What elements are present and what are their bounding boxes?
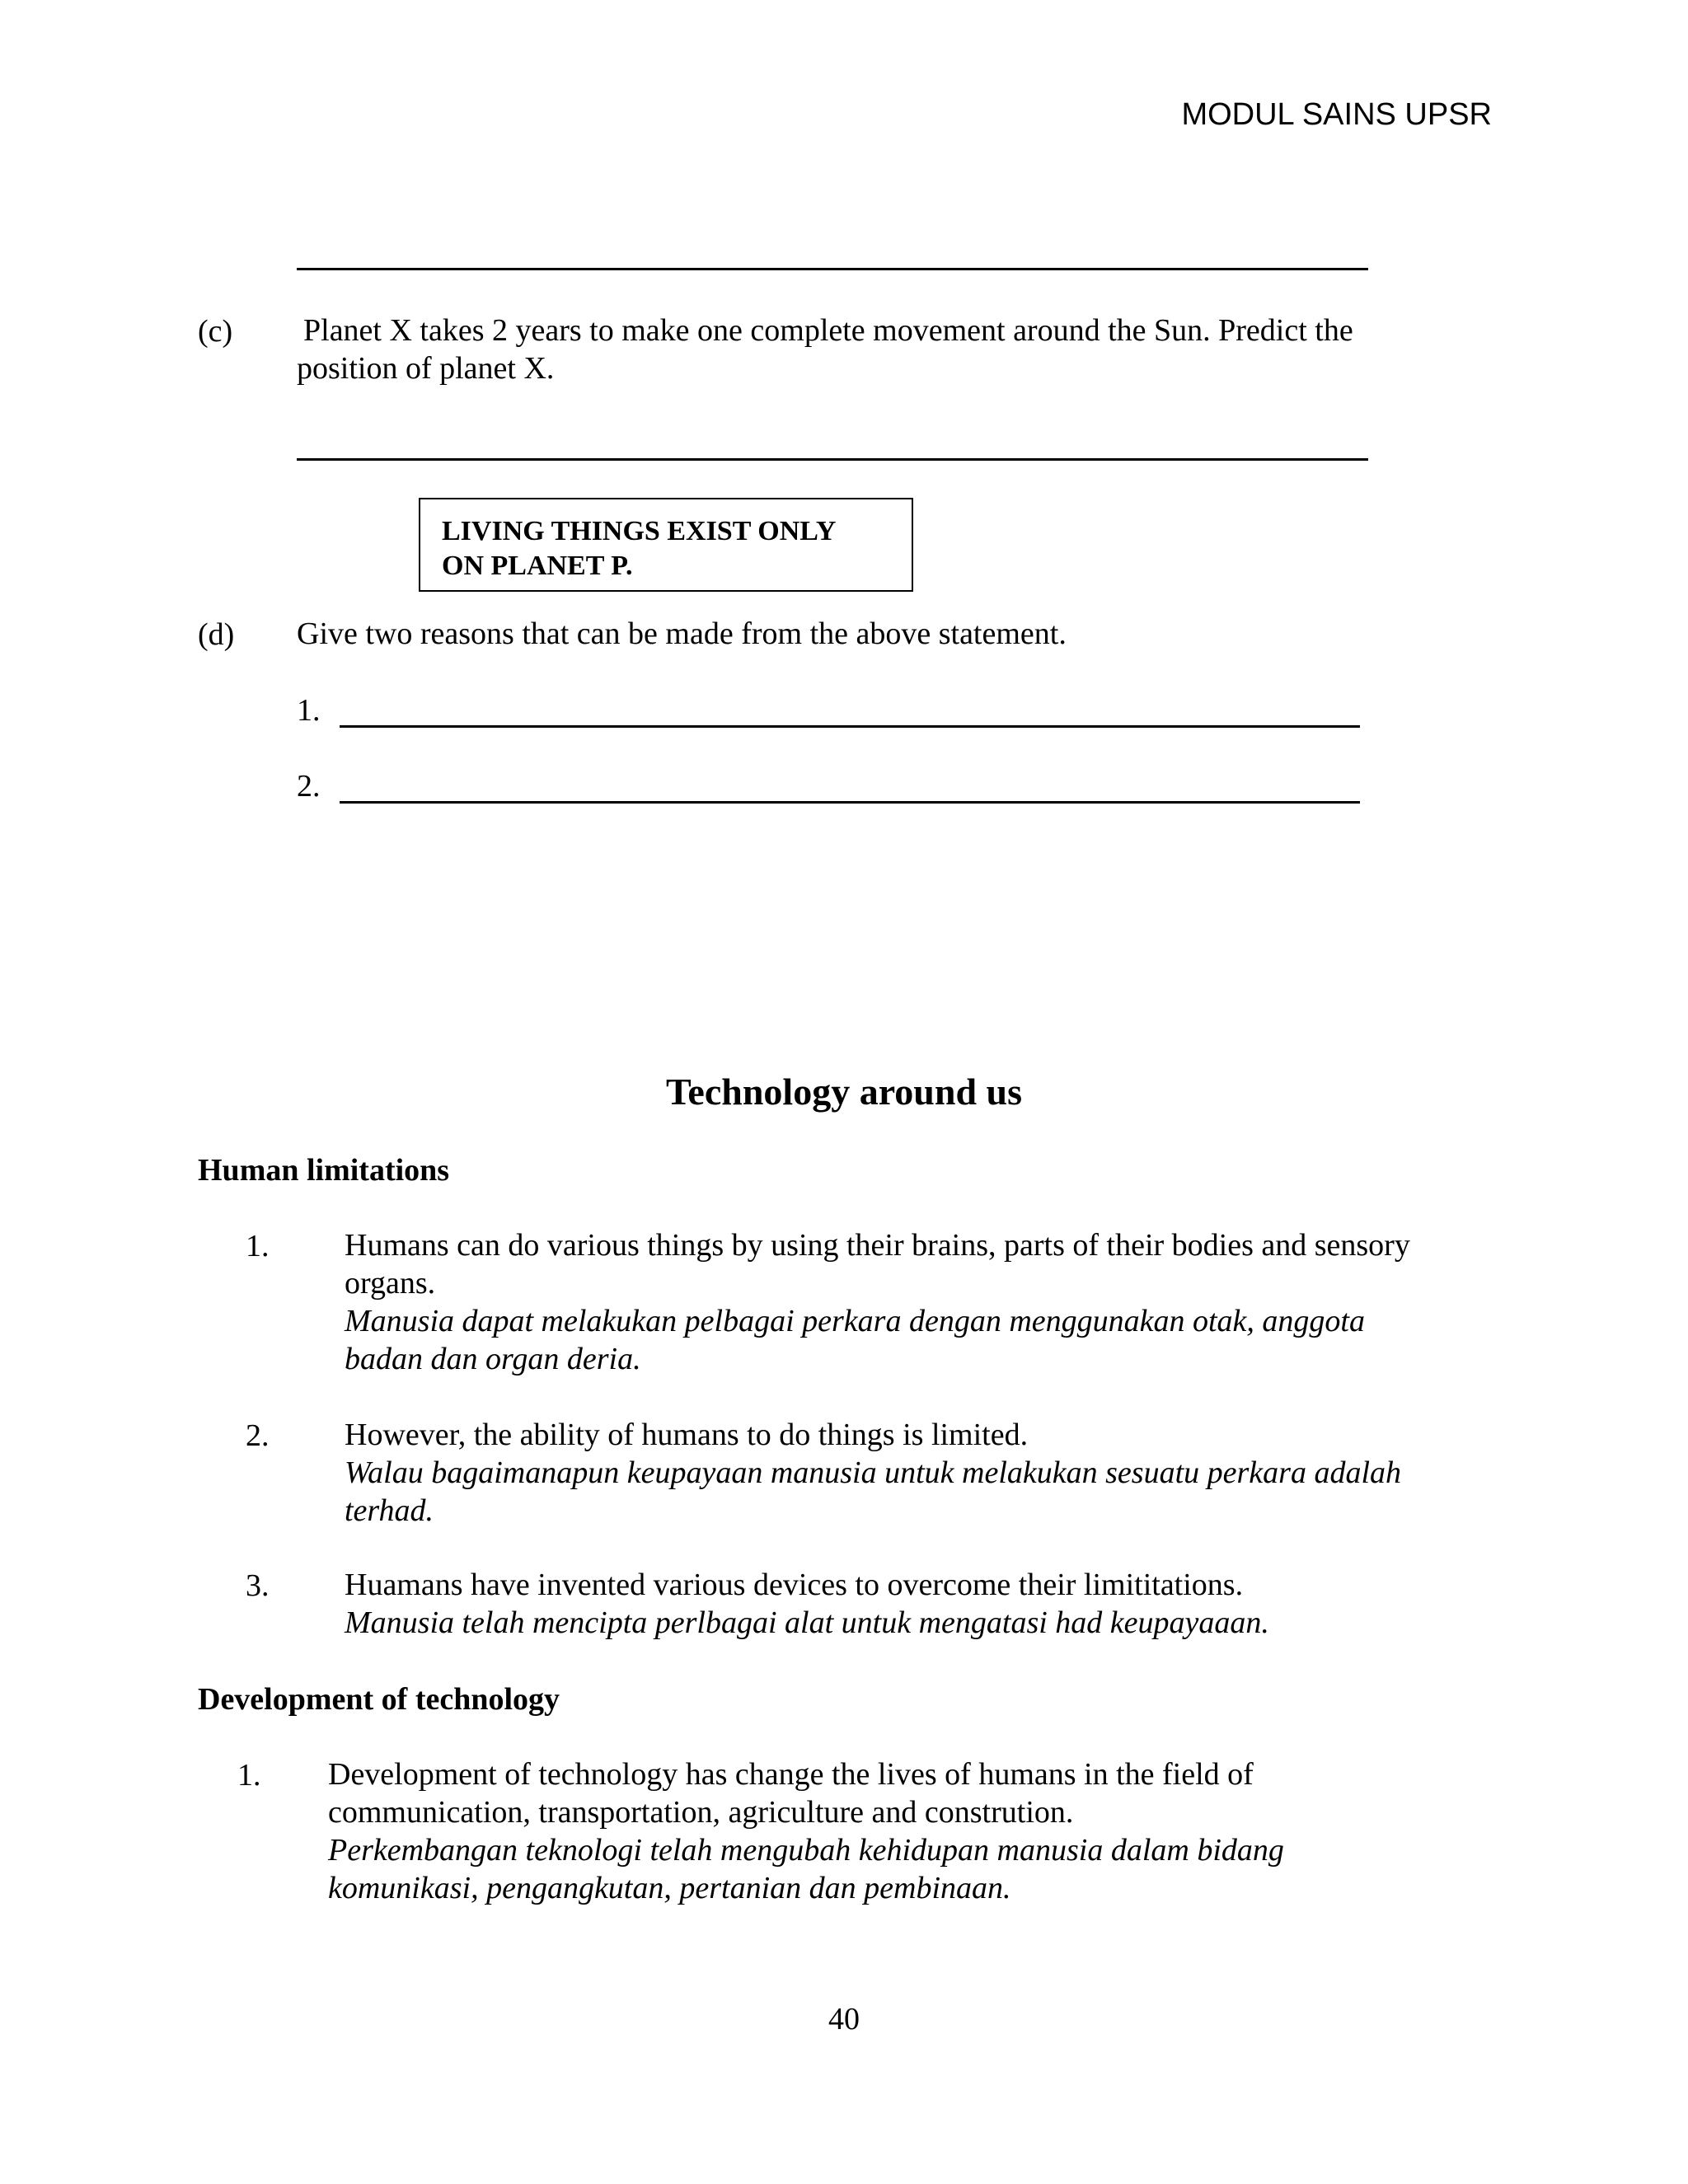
section-title: Technology around us xyxy=(665,1071,1023,1113)
question-c-text: Planet X takes 2 years to make one complete movement around the Sun. Predict the position of planet X. xyxy=(297,313,1353,386)
human-limitations-item-3-number: 3. xyxy=(246,1568,270,1603)
answer-line-c[interactable] xyxy=(297,458,1368,461)
human-limitations-item-1 xyxy=(345,1226,1490,1378)
page-number: 40 xyxy=(828,2002,860,2036)
human-limitations-item-3 xyxy=(345,1566,1490,1642)
development-item-1-malay: Perkembangan teknologi telah mengubah kehidupan manusia dalam bidang komunikasi, pengangkutan, pertanian dan pembinaan. xyxy=(328,1833,1284,1905)
item-3-malay: Manusia telah mencipta perlbagai alat untuk mengatasi had keupayaaan. xyxy=(345,1605,1269,1640)
question-d-text: Give two reasons that can be made from the above statement. xyxy=(297,616,1067,651)
question-d-label: (d) xyxy=(198,617,235,652)
item-1-english: Humans can do various things by using their brains, parts of their bodies and sensory organs. xyxy=(345,1228,1410,1301)
item-2-malay: Walau bagaimanapun keupayaan manusia untuk melakukan sesuatu perkara adalah terhad. xyxy=(345,1455,1401,1528)
development-item-1-number: 1. xyxy=(237,1758,261,1793)
item-1-malay: Manusia dapat melakukan pelbagai perkara dengan menggunakan otak, anggota badan dan organ deria. xyxy=(345,1304,1365,1376)
answer-line-d2[interactable] xyxy=(340,801,1360,804)
answer-line-d1[interactable] xyxy=(340,725,1360,728)
human-limitations-item-2-number: 2. xyxy=(246,1418,270,1453)
development-heading: Development of technology xyxy=(198,1682,560,1717)
item-2-english: However, the ability of humans to do things is limited. xyxy=(345,1418,1029,1452)
item-3-english: Huamans have invented various devices to overcome their limititations. xyxy=(345,1568,1244,1602)
statement-line-2: ON PLANET P. xyxy=(442,551,633,581)
development-item-1-english: Development of technology has change the lives of humans in the field of communication, transportation, agriculture and constrution. xyxy=(328,1757,1254,1830)
answer-line-b[interactable] xyxy=(297,268,1368,270)
module-header: MODUL SAINS UPSR xyxy=(1181,97,1492,132)
development-item-1 xyxy=(328,1755,1358,1907)
human-limitations-item-2 xyxy=(345,1416,1490,1530)
question-c-label: (c) xyxy=(198,314,233,349)
statement-box xyxy=(419,498,913,592)
statement-line-1: LIVING THINGS EXIST ONLY xyxy=(442,516,837,546)
human-limitations-heading: Human limitations xyxy=(198,1153,450,1188)
answer-1-number: 1. xyxy=(297,693,321,728)
human-limitations-item-1-number: 1. xyxy=(246,1229,270,1263)
answer-2-number: 2. xyxy=(297,769,321,804)
